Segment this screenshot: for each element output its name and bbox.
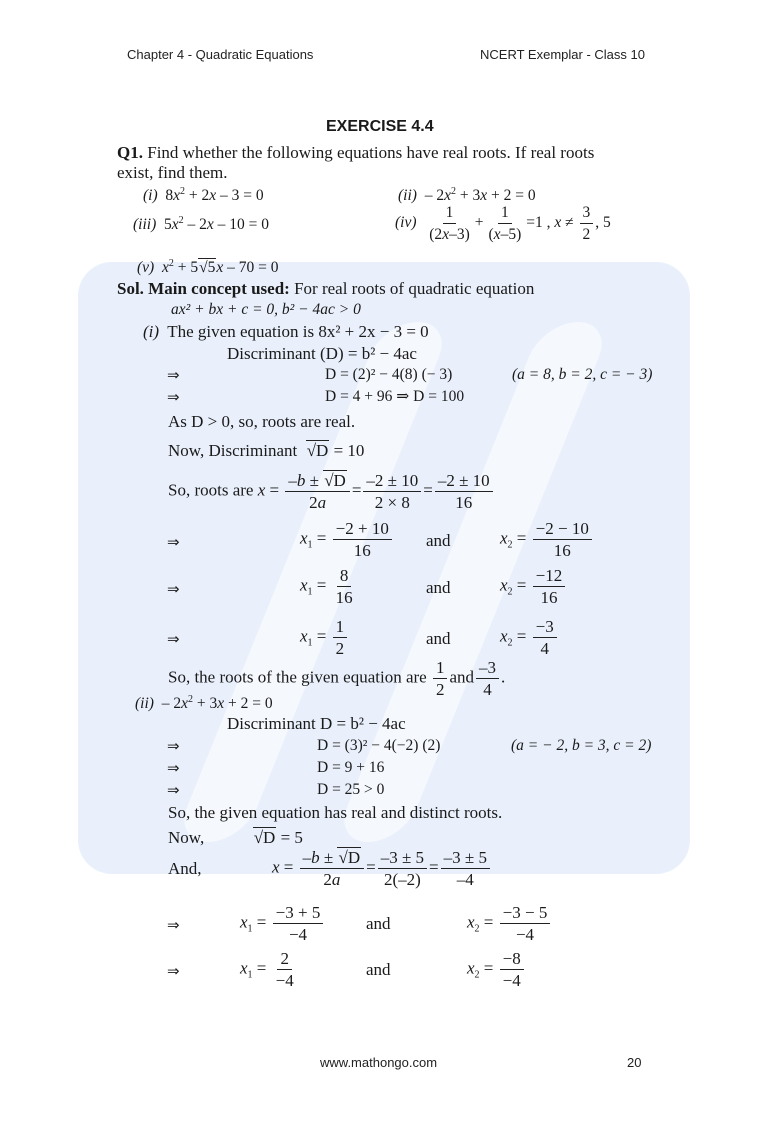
- part-ii-x2-a: $x_2$ = $\frac{-3 - 5}{-4}$: [467, 903, 552, 944]
- question-part-ii: $(ii) - 2x^2 + 3x + 2 = 0$: [398, 186, 536, 204]
- part-i-x1-c: $x_1$ = $\frac{1}{2}$: [300, 617, 349, 658]
- part-ii-equation: $(ii) - 2x^2 + 3x + 2 = 0$: [135, 694, 273, 712]
- header-book-title: NCERT Exemplar - Class 10: [480, 47, 645, 62]
- question-part-iii: (iii) $5x^2 - 2x - 10 = 0$: [133, 215, 270, 233]
- and-label: and: [366, 914, 391, 933]
- question-part-iv: (iv) $\frac{1}{(2x-3)}$ + $\frac{1}{(x-5)}$ =1 , x ≠ $\frac{3}{2}$ , 5: [395, 204, 611, 243]
- part-ii-step3: D = 25 > 0: [317, 781, 385, 798]
- part-ii-conclusion: So, the given equation has real and distinct roots.: [168, 803, 503, 822]
- part-i-step1: D = (2)² − 4(8) (− 3): [325, 366, 453, 383]
- implies-icon: ⇒: [167, 366, 180, 384]
- part-i-x1-a: $x_1$ = $\frac{-2 + 10}{16}$: [300, 519, 394, 560]
- part-ii-and-label: And,: [168, 859, 202, 878]
- part-ii-x1-b: $x_1$ = $\frac{2}{-4}$: [240, 949, 294, 990]
- part-ii-step1-note: (a = − 2, b = 3, c = 2): [511, 737, 652, 754]
- and-label: and: [426, 578, 451, 597]
- and-label: and: [426, 531, 451, 550]
- implies-icon: ⇒: [167, 759, 180, 777]
- implies-icon: ⇒: [167, 533, 180, 551]
- footer-website-link[interactable]: www.mathongo.com: [320, 1055, 438, 1070]
- implies-icon: ⇒: [167, 630, 180, 648]
- part-i-x2-c: $x_2$ = $\frac{-3}{4}$: [500, 617, 559, 658]
- part-ii-disc-def: Discriminant D = b² − 4ac: [227, 714, 406, 733]
- part-i-step1-note: (a = 8, b = 2, c = − 3): [512, 366, 653, 383]
- and-label: and: [426, 629, 451, 648]
- solution-label: Sol. Main concept used:: [117, 279, 290, 298]
- implies-icon: ⇒: [167, 781, 180, 799]
- implies-icon: ⇒: [167, 580, 180, 598]
- part-i-disc-def: Discriminant (D) = b² − 4ac: [227, 344, 417, 363]
- header-chapter-title: Chapter 4 - Quadratic Equations: [127, 47, 314, 62]
- solution-header: Sol. Main concept used: For real roots of quadratic equation: [117, 279, 535, 298]
- and-label: and: [366, 960, 391, 979]
- implies-icon: ⇒: [167, 388, 180, 406]
- exercise-title: EXERCISE 4.4: [326, 118, 434, 135]
- part-ii-sqrt-line: Now, √D = 5: [168, 828, 303, 847]
- implies-icon: ⇒: [167, 916, 180, 934]
- question-part-v: (v) $x^2 + 5√5x - 70 = 0$: [137, 258, 279, 276]
- part-ii-x2-b: $x_2$ = $\frac{-8}{-4}$: [467, 949, 526, 990]
- part-i-x2-a: $x_2$ = $\frac{-2 - 10}{16}$: [500, 519, 594, 560]
- implies-icon: ⇒: [167, 737, 180, 755]
- part-i-conclusion: As D > 0, so, roots are real.: [168, 412, 356, 431]
- part-i-step2: D = 4 + 96 ⇒ D = 100: [325, 388, 465, 405]
- part-ii-step1: D = (3)² − 4(−2) (2): [317, 737, 441, 754]
- implies-icon: ⇒: [167, 962, 180, 980]
- part-i-roots-formula: So, roots are x = $\frac{-b \pm √D}{2a}$ = $\frac{-2 \pm 10}{2 \times 8}$ = $\frac{-2 \pm 10}{16}$: [168, 471, 495, 512]
- part-i-x1-b: $x_1$ = $\frac{8}{16}$: [300, 566, 353, 607]
- question-text-line1: Q1. Find whether the following equations have real roots. If real roots: [117, 143, 595, 162]
- part-i-sqrt-line: Now, Discriminant √D = 10: [168, 441, 365, 460]
- sqrt-d: √D: [253, 828, 276, 847]
- concept-formula: ax² + bx + c = 0, b² − 4ac > 0: [171, 301, 361, 318]
- part-ii-roots-formula: x = $\frac{-b \pm √D}{2a}$ = $\frac{-3 \pm 5}{2(-2)}$ = $\frac{-3 \pm 5}{-4}$: [272, 848, 492, 889]
- sqrt-d: √D: [306, 441, 329, 460]
- part-ii-x1-a: $x_1$ = $\frac{-3 + 5}{-4}$: [240, 903, 325, 944]
- part-i-final: So, the roots of the given equation are $\frac{1}{2}$ and $\frac{-3}{4}$ .: [168, 658, 506, 699]
- part-ii-step2: D = 9 + 16: [317, 759, 385, 776]
- part-i-intro: (i) The given equation is 8x² + 2x − 3 = 0: [143, 322, 429, 341]
- question-text-line2: exist, find them.: [117, 163, 228, 182]
- question-part-i: (i) $8x^2 + 2x - 3 = 0$: [143, 186, 264, 204]
- page-number: 20: [627, 1055, 642, 1070]
- question-label: Q1.: [117, 143, 143, 162]
- part-i-x2-b: $x_2$ = $\frac{-12}{16}$: [500, 566, 567, 607]
